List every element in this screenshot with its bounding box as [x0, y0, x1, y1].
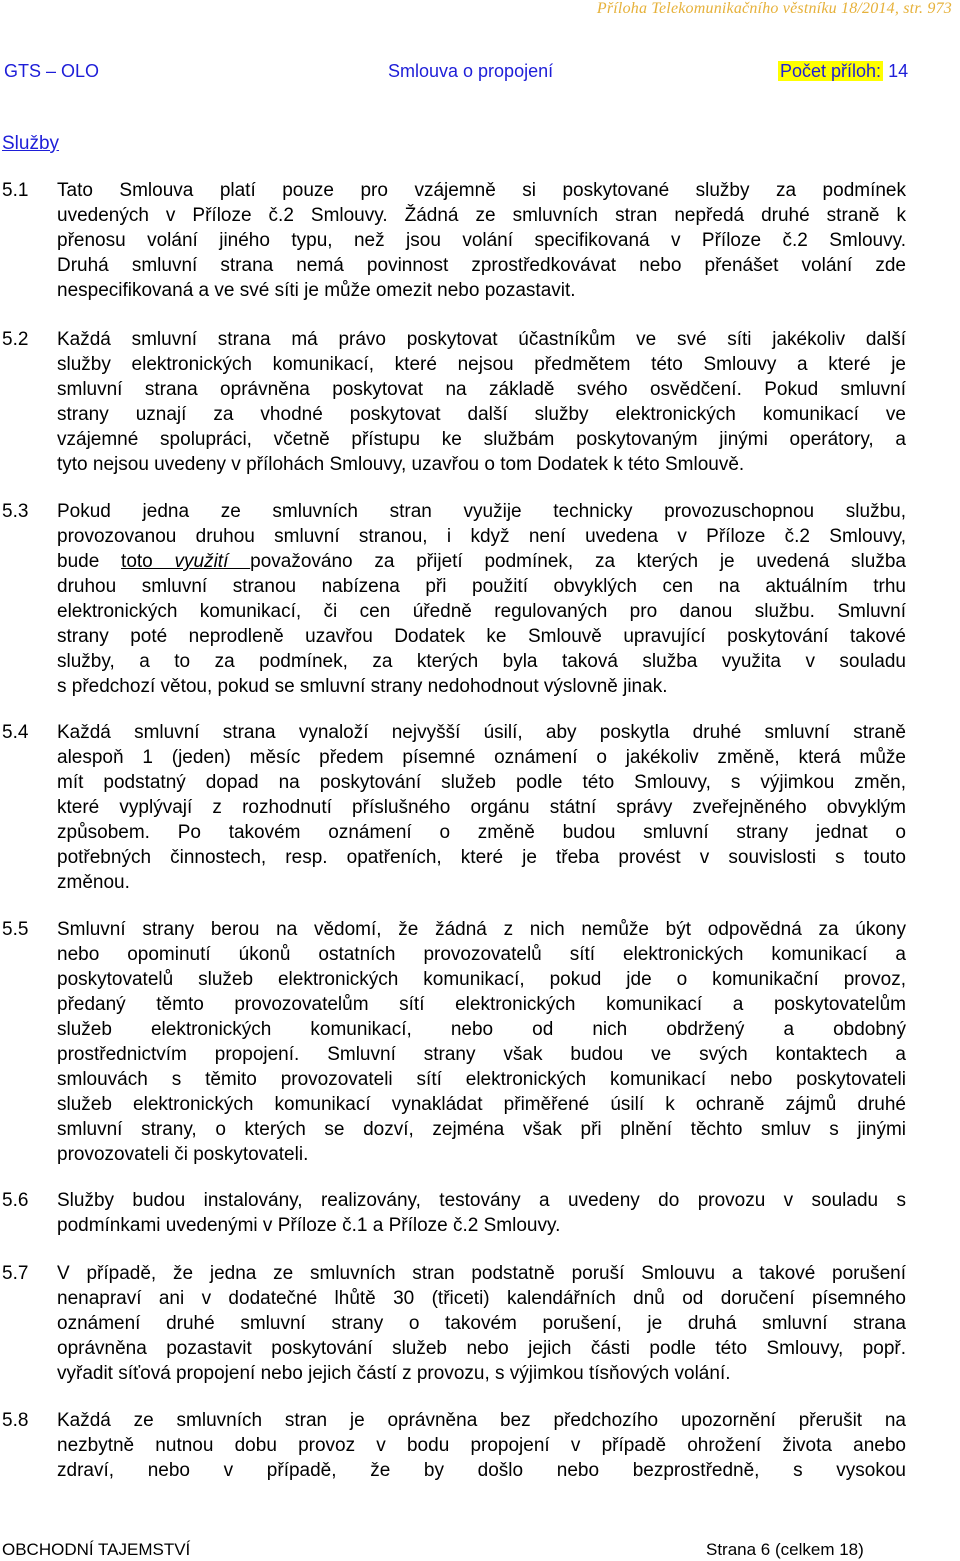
- underlined-italic-text: využití: [174, 551, 251, 572]
- text-line: smluvní strany, o kterých se dozví, zejména však při plnění těchto smluv s jinými: [57, 1119, 906, 1140]
- text-line: služeb elektronických komunikací vynakládat přiměřené úsilí k ochraně zájmů druhé: [57, 1094, 906, 1115]
- text-line: nespecifikovaná a ve své síti je může omezit nebo pozastavit.: [57, 280, 576, 301]
- text-line: Každá smluvní strana má právo poskytovat účastníkům ve své síti jakékoliv další: [57, 329, 906, 350]
- header-parties: GTS – OLO: [4, 61, 100, 81]
- text-line: služeb elektronických komunikací, nebo od nich obdržený a obdobný: [57, 1019, 906, 1040]
- header-document-title: Smlouva o propojení: [388, 61, 554, 81]
- clause-text: [57, 1408, 906, 1483]
- text-line: strany uznají za vhodné poskytovat další služby elektronických komunikací ve: [57, 404, 906, 425]
- text-line: podmínkami uvedenými v Příloze č.1 a Příloze č.2 Smlouvy.: [57, 1215, 561, 1236]
- text-line: Smluvní strany berou na vědomí, že žádná z nich nemůže být odpovědná za úkony: [57, 919, 906, 940]
- text-line: potřebných činnostech, resp. opatřeních, které je třeba provést v souvislosti s touto: [57, 847, 906, 868]
- text-line: provozovanou druhou smluvní stranou, i když není uvedena v Příloze č.2 Smlouvy,: [57, 526, 906, 547]
- text-line: způsobem. Po takovém oznámení o změně budou smluvní strany jednat o: [57, 822, 906, 843]
- header-attachments: [778, 61, 908, 82]
- clause-number: 5.6: [2, 1190, 29, 1211]
- clause-text: [57, 1188, 906, 1238]
- text-line: Tato Smlouva platí pouze pro vzájemně si poskytované služby za podmínek: [57, 180, 906, 201]
- clause-text: [57, 1261, 906, 1386]
- text-line: které vyplývají z rozhodnutí příslušného orgánu státní správy zveřejněného obvyklým: [57, 797, 906, 818]
- text-fragment: bude: [57, 551, 122, 572]
- underlined-text: toto: [121, 551, 175, 572]
- gazette-note: Příloha Telekomunikačního věstníku 18/2014, str. 973: [596, 0, 952, 17]
- clause-text: [57, 720, 906, 895]
- text-line: Služby budou instalovány, realizovány, testovány a uvedeny do provozu v souladu s: [57, 1190, 906, 1211]
- text-line: uvedených v Příloze č.2 Smlouvy. Žádná ze smluvních stran nepředá druhé straně k: [57, 205, 906, 226]
- text-line: změnou.: [57, 872, 130, 893]
- section-title: Služby: [2, 133, 60, 154]
- text-line: oprávněna pozastavit poskytování služeb nebo jejich části podle této Smlouvy, popř.: [57, 1338, 906, 1359]
- text-line: [57, 549, 906, 574]
- footer-confidential: OBCHODNÍ TAJEMSTVÍ: [2, 1540, 191, 1559]
- text-line: nenapraví ani v dodatečné lhůtě 30 (třiceti) kalendářních dnů od doručení písemného: [57, 1288, 906, 1309]
- clause-text: [57, 499, 906, 699]
- text-line: Druhá smluvní strana nemá povinnost zprostředkovávat nebo přenášet volání zde: [57, 255, 906, 276]
- text-line: strany poté neprodleně uzavřou Dodatek ke Smlouvě upravující poskytování takové: [57, 626, 906, 647]
- text-line: vzájemné spolupráci, včetně přístupu ke službám poskytovaným jinými operátory, a: [57, 429, 906, 450]
- clause-text: [57, 178, 906, 303]
- text-line: smlouvách s těmito provozovateli sítí elektronických komunikací nebo poskytovateli: [57, 1069, 906, 1090]
- text-line: s předchozí větou, pokud se smluvní strany nedohodnout výslovně jinak.: [57, 676, 668, 697]
- text-line: alespoň 1 (jeden) měsíc předem písemné oznámení o jakékoliv změně, která může: [57, 747, 906, 768]
- header-attachments-count: 14: [883, 61, 909, 81]
- clause-number: 5.1: [2, 180, 29, 201]
- text-line: prostřednictvím propojení. Smluvní strany však budou ve svých kontaktech a: [57, 1044, 906, 1065]
- text-line: elektronických komunikací, či cen úředně regulovaných pro danou službu. Smluvní: [57, 601, 906, 622]
- text-line: mít podstatný dopad na poskytování služeb podle této Smlouvy, s výjimkou změn,: [57, 772, 906, 793]
- footer-page-number: Strana 6 (celkem 18): [706, 1540, 864, 1559]
- clause-number: 5.8: [2, 1410, 29, 1431]
- clause-text: [57, 327, 906, 477]
- text-line: tyto nejsou uvedeny v přílohách Smlouvy, uzavřou o tom Dodatek k této Smlouvě.: [57, 454, 745, 475]
- text-line: služby, a to za podmínek, za kterých byla taková služba využita v souladu: [57, 651, 906, 672]
- text-line: provozovateli či poskytovateli.: [57, 1144, 309, 1165]
- text-line: nebo opominutí úkonů ostatních provozovatelů sítí elektronických komunikací a: [57, 944, 906, 965]
- text-line: vyřadit síťová propojení nebo jejich částí z provozu, s výjimkou tísňových volání.: [57, 1363, 731, 1384]
- clause-number: 5.4: [2, 722, 29, 743]
- text-line: V případě, že jedna ze smluvních stran podstatně poruší Smlouvu a takové porušení: [57, 1263, 906, 1284]
- text-line: předaný těmto provozovatelům sítí elektronických komunikací a poskytovatelům: [57, 994, 906, 1015]
- text-line: Každá smluvní strana vynaloží nejvyšší úsilí, aby poskytla druhé smluvní straně: [57, 722, 906, 743]
- clause-number: 5.2: [2, 329, 29, 350]
- text-line: Pokud jedna ze smluvních stran využije technicky provozuschopnou službu,: [57, 501, 906, 522]
- text-line: služby elektronických komunikací, které nejsou předmětem této Smlouvy a které je: [57, 354, 906, 375]
- text-fragment: považováno za přijetí podmínek, za kterých je uvedená služba: [250, 551, 906, 572]
- text-line: nezbytně nutnou dobu provoz v bodu propojení v případě ohrožení života anebo: [57, 1435, 906, 1456]
- clause-number: 5.3: [2, 501, 29, 522]
- text-line: druhou smluvní stranou nabízena při použití obvyklých cen na aktuálním trhu: [57, 576, 906, 597]
- text-line: oznámení druhé smluvní strany o takovém porušení, je druhá smluvní strana: [57, 1313, 906, 1334]
- clause-number: 5.7: [2, 1263, 29, 1284]
- text-line: Každá ze smluvních stran je oprávněna bez předchozího upozornění přerušit na: [57, 1410, 906, 1431]
- clause-number: 5.5: [2, 919, 29, 940]
- page-header: [4, 61, 960, 85]
- clause-text: [57, 917, 906, 1167]
- text-line: zdraví, nebo v případě, že by došlo nebo bezprostředně, s vysokou: [57, 1460, 906, 1481]
- text-line: smluvní strana oprávněna poskytovat na základě svého osvědčení. Pokud smluvní: [57, 379, 906, 400]
- header-attachments-label: Počet příloh:: [780, 61, 882, 81]
- text-line: poskytovatelů služeb elektronických komunikací, pokud jde o komunikační provoz,: [57, 969, 906, 990]
- text-line: přenosu volání jiného typu, než jsou volání specifikovaná v Příloze č.2 Smlouvy.: [57, 230, 906, 251]
